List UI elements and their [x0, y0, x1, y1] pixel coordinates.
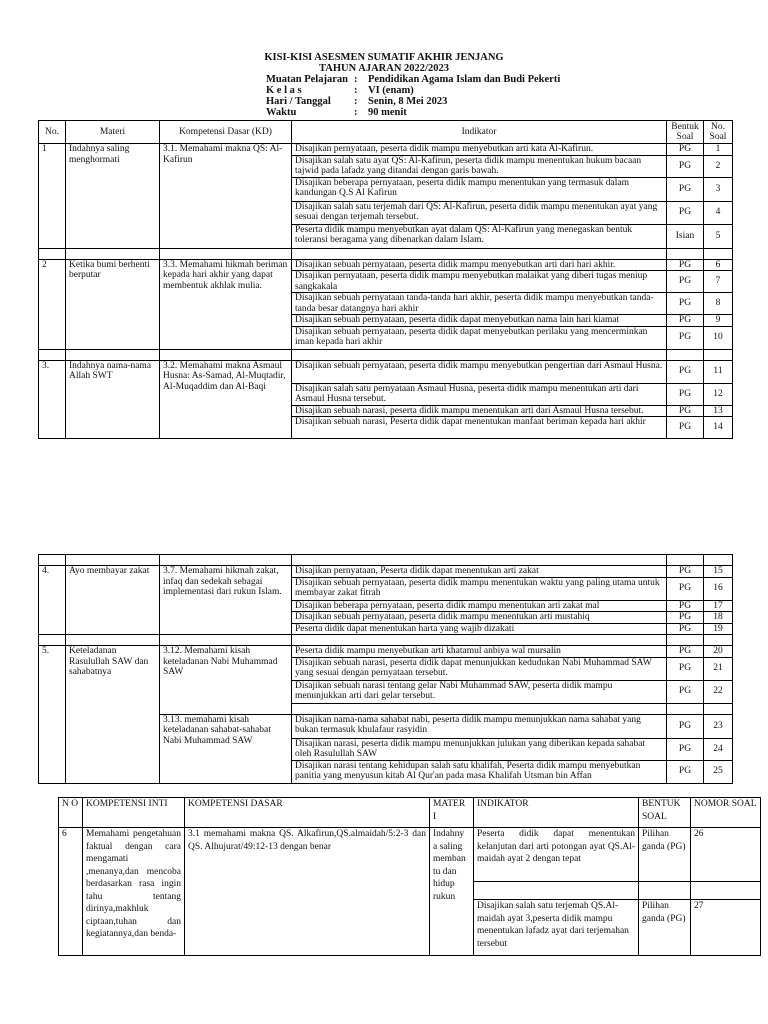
- indikator-cell: Disajikan narasi, peserta didik mampu menunjukkan julukan yang diberikan kepada sahabat oleh Rasulullah SAW: [292, 738, 667, 760]
- grid-table-2: [38, 554, 733, 784]
- bentuk-cell: PG: [667, 577, 704, 600]
- bentuk-cell: PG: [667, 177, 704, 201]
- grid-table-3: [58, 797, 761, 956]
- nosoal-cell: 15: [704, 566, 733, 578]
- nosoal-cell: 7: [704, 271, 733, 293]
- nosoal-cell: 16: [704, 577, 733, 600]
- nosoal-cell: 20: [704, 646, 733, 658]
- nomor-cell: 27: [691, 900, 761, 956]
- group-no: 3.: [39, 360, 66, 439]
- bentuk-cell: PG: [667, 383, 704, 405]
- nosoal-cell: 24: [704, 738, 733, 760]
- group-no: 5.: [39, 646, 66, 784]
- header-nomor: NOMOR SOAL: [691, 798, 761, 828]
- bentuk-cell: PG: [667, 738, 704, 760]
- group-kd: 3.3. Memahami hikmah beriman kepada hari akhir yang dapat membentuk akhlak mulia.: [160, 259, 292, 349]
- header-bentuk: Bentuk Soal: [667, 121, 704, 144]
- indikator-cell: Disajikan sebuah pernyataan, peserta didik dapat menyebutkan nama lain hari kiamat: [292, 315, 667, 327]
- nosoal-cell: 19: [704, 623, 733, 635]
- nosoal-cell: 6: [704, 259, 733, 271]
- spacer-row: [39, 349, 733, 360]
- bentuk-cell: PG: [667, 680, 704, 703]
- indikator-cell: Peserta didik mampu menyebutkan arti khatamul anbiya wal mursalin: [292, 646, 667, 658]
- indikator-cell: Disajikan sebuah pernyataan, peserta didik mampu menentukan waktu yang paling utama untuk membayar zakat fitrah: [292, 577, 667, 600]
- table-header-row: [59, 798, 761, 828]
- bentuk-cell: PG: [667, 271, 704, 293]
- bentuk-cell: PG: [667, 144, 704, 156]
- academic-year: TAHUN AJARAN 2022/2023: [319, 63, 449, 74]
- meta-class: K e l a s : VI (enam): [266, 85, 414, 96]
- bentuk-cell: PG: [667, 417, 704, 439]
- header-materi: Materi: [66, 121, 160, 144]
- bentuk-cell: PG: [667, 760, 704, 783]
- table-row: [39, 566, 733, 578]
- bentuk-cell: PG: [667, 657, 704, 680]
- nosoal-cell: 2: [704, 155, 733, 177]
- nosoal-cell: 23: [704, 714, 733, 738]
- bentuk-cell: Pilihan ganda (PG): [639, 828, 691, 882]
- group-kd: 3.13. memahami kisah keteladanan sahabat-sahabat Nabi Muhammad SAW: [160, 714, 292, 783]
- nosoal-cell: 14: [704, 417, 733, 439]
- bentuk-cell: PG: [667, 315, 704, 327]
- nosoal-cell: 11: [704, 360, 733, 383]
- header-no: N O: [59, 798, 83, 828]
- bentuk-cell: Pilihan ganda (PG): [639, 900, 691, 956]
- nosoal-cell: 8: [704, 293, 733, 315]
- bentuk-cell: Isian: [667, 224, 704, 248]
- bentuk-cell: PG: [667, 155, 704, 177]
- indikator-cell: Disajikan salah satu pernyataan Asmaul Husna, peserta didik mampu menentukan arti dari Asmaul Husna tersebut.: [292, 383, 667, 405]
- spacer-row: [39, 555, 733, 566]
- nosoal-cell: 10: [704, 326, 733, 349]
- indikator-cell: Peserta didik dapat menentukan harta yang wajib dizakati: [292, 623, 667, 635]
- nosoal-cell: 5: [704, 224, 733, 248]
- indikator-cell: Disajikan beberapa pernyataan, peserta didik mampu menentukan arti zakat mal: [292, 600, 667, 612]
- indikator-cell: Disajikan nama-nama sahabat nabi, peserta didik mampu menunjukkan nama sahabat yang bukan termasuk khulafaur rasyidin: [292, 714, 667, 738]
- indikator-cell: Disajikan sebuah pernyataan, peserta didik dapat menyebutkan perilaku yang mencerminkan iman kepada hari akhir: [292, 326, 667, 349]
- indikator-cell: Disajikan sebuah narasi, peserta didik mampu menentukan arti dari Asmaul Husna tersebut.: [292, 405, 667, 417]
- nosoal-cell: 1: [704, 144, 733, 156]
- group-no: 4.: [39, 566, 66, 635]
- indikator-cell: Disajikan pernyataan, peserta didik mampu menyebutkan malaikat yang diberi tugas meniup sangkakala: [292, 271, 667, 293]
- row-no: 6: [59, 828, 83, 956]
- group-materi: Keteladanan Rasulullah SAW dan sahabatnya: [66, 646, 160, 784]
- indikator-cell: Disajikan sebuah narasi, peserta didik dapat menunjukkan kedudukan Nabi Muhammad SAW yang sesuai dengan pernyataan tersebut.: [292, 657, 667, 680]
- indikator-cell: Disajikan beberapa pernyataan, peserta didik mampu menentukan yang termasuk dalam kandungan Q.S Al Kafirun: [292, 177, 667, 201]
- indikator-cell: Disajikan sebuah pernyataan, peserta didik mampu menentukan arti mustahiq: [292, 612, 667, 624]
- group-materi: Indahnya saling menghormati: [66, 144, 160, 249]
- indikator-cell: Peserta didik mampu menyebutkan ayat dalam QS: Al-Kafirun yang menegaskan bentuk toleransi beragama yang dibenarkan dalam Islam.: [292, 224, 667, 248]
- group-kd: 3.12. Memahami kisah keteladanan Nabi Muhammad SAW: [160, 646, 292, 715]
- indikator-cell: Disajikan sebuah pernyataan, peserta didik mampu menyebutkan arti dari hari akhir.: [292, 259, 667, 271]
- indikator-cell: Disajikan sebuah narasi tentang gelar Nabi Muhammad SAW, peserta didik mampu menunjukkan arti dari gelar tersebut.: [292, 680, 667, 703]
- spacer-row: [39, 635, 733, 646]
- indikator-cell: Disajikan pernyataan, peserta didik mampu menyebutkan arti kata Al-Kafirun.: [292, 144, 667, 156]
- nosoal-cell: 9: [704, 315, 733, 327]
- indikator-cell: Disajikan sebuah pernyataan tanda-tanda hari akhir, peserta didik mampu menyebutkan tanda-tanda besar datangnya hari akhir: [292, 293, 667, 315]
- bentuk-cell: PG: [667, 714, 704, 738]
- indikator-cell: Disajikan pernyataan, Peserta didik dapat menentukan arti zakat: [292, 566, 667, 578]
- table-row: [39, 259, 733, 271]
- meta-time: Waktu : 90 menit: [266, 107, 407, 118]
- header-kd: Kompetensi Dasar (KD): [160, 121, 292, 144]
- row-kd: 3.1 memahami makna QS. Alkafirun,QS.almaidah/5:2-3 dan QS. Alhujurat/49:12-13 dengan benar: [185, 828, 430, 956]
- header-nosoal: No. Soal: [704, 121, 733, 144]
- nosoal-cell: 21: [704, 657, 733, 680]
- nosoal-cell: 3: [704, 177, 733, 201]
- group-materi: Ketika bumi berhenti berputar: [66, 259, 160, 349]
- nosoal-cell: 17: [704, 600, 733, 612]
- header-no: No.: [39, 121, 66, 144]
- indikator-cell: Disajikan salah satu ayat QS: Al-Kafirun, peserta didik mampu menentukan hukum bacaan tajwid pada lafadz yang ditandai dengan garis bawah.: [292, 155, 667, 177]
- indikator-cell: Disajikan salah satu terjemah QS.Al-maidah ayat 3,peserta didik mampu menentukan lafadz ayat dari terjemahan tersebut: [474, 900, 639, 956]
- group-kd: 3.1. Memahami makna QS: Al-Kafirun: [160, 144, 292, 249]
- bentuk-cell: PG: [667, 405, 704, 417]
- meta-block: [266, 74, 560, 118]
- grid-table-1: [38, 120, 733, 439]
- group-kd: 3.7. Memahami hikmah zakat, infaq dan sedekah sebagai implementasi dari rukun Islam.: [160, 566, 292, 635]
- bentuk-cell: PG: [667, 600, 704, 612]
- nosoal-cell: 22: [704, 680, 733, 703]
- nosoal-cell: 12: [704, 383, 733, 405]
- row-ki: Memahami pengetahuan faktual dengan cara mengamati ,menanya,dan mencoba berdasarkan rasa ingin tahu tentang dirinya,makhluk ciptaan,tuhan dan kegiatannya,dan benda-: [83, 828, 185, 956]
- table-row: [39, 144, 733, 156]
- bentuk-cell: PG: [667, 612, 704, 624]
- nomor-cell: 26: [691, 828, 761, 882]
- group-no: 1: [39, 144, 66, 249]
- nosoal-cell: 18: [704, 612, 733, 624]
- group-kd: 3.2. Memahami makna Asmaul Husna: As-Samad, Al-Muqtadir, Al-Muqaddim dan Al-Baqi: [160, 360, 292, 439]
- bentuk-cell: PG: [667, 566, 704, 578]
- bentuk-cell: PG: [667, 326, 704, 349]
- meta-date: Hari / Tanggal : Senin, 8 Mei 2023: [266, 96, 448, 107]
- header-indikator: INDIKATOR: [474, 798, 639, 828]
- row-materi: Indahny a saling memban tu dan hidup rukun: [430, 828, 474, 956]
- bentuk-cell: PG: [667, 360, 704, 383]
- meta-subject: Muatan Pelajaran : Pendidikan Agama Islam dan Budi Pekerti: [266, 74, 561, 85]
- nosoal-cell: 4: [704, 201, 733, 224]
- document-title: KISI-KISI ASESMEN SUMATIF AKHIR JENJANG: [264, 52, 504, 63]
- group-materi: Ayo membayar zakat: [66, 566, 160, 635]
- header-ki: KOMPETENSI INTI: [83, 798, 185, 828]
- spacer-row: [39, 248, 733, 259]
- header-bentuk: BENTUK SOAL: [639, 798, 691, 828]
- indikator-cell: Disajikan sebuah pernyataan, peserta didik mampu menyebutkan pengertian dari Asmaul Husna.: [292, 360, 667, 383]
- indikator-cell: Disajikan salah satu terjemah dari QS: Al-Kafirun, peserta didik mampu menentukan ayat yang sesuai dengan terjemah tersebut.: [292, 201, 667, 224]
- header-indikator: Indikator: [292, 121, 667, 144]
- bentuk-cell: PG: [667, 646, 704, 658]
- indikator-cell: Disajikan sebuah narasi, Peserta didik dapat menentukan manfaat beriman kepada hari akhir: [292, 417, 667, 439]
- header-kd: KOMPETENSI DASAR: [185, 798, 430, 828]
- group-no: 2: [39, 259, 66, 349]
- bentuk-cell: PG: [667, 293, 704, 315]
- table-row: [39, 360, 733, 383]
- indikator-cell: Peserta didik dapat menentukan kelanjutan dari arti potongan ayat QS.Al-maidah ayat 2 dengan tepat: [474, 828, 639, 882]
- nosoal-cell: 13: [704, 405, 733, 417]
- bentuk-cell: PG: [667, 623, 704, 635]
- header-materi: MATER I: [430, 798, 474, 828]
- group-materi: Indahnya nama-nama Allah SWT: [66, 360, 160, 439]
- indikator-cell: Disajikan narasi tentang kehidupan salah satu khalifah, Peserta didik mampu menyebutkan panitia yang menyusun kitab Al Qur'an pada masa Khalifah Utsman bin Affan: [292, 760, 667, 783]
- table-row: [59, 828, 761, 882]
- nosoal-cell: 25: [704, 760, 733, 783]
- bentuk-cell: PG: [667, 201, 704, 224]
- table-row: [39, 646, 733, 658]
- table-header-row: [39, 121, 733, 144]
- bentuk-cell: PG: [667, 259, 704, 271]
